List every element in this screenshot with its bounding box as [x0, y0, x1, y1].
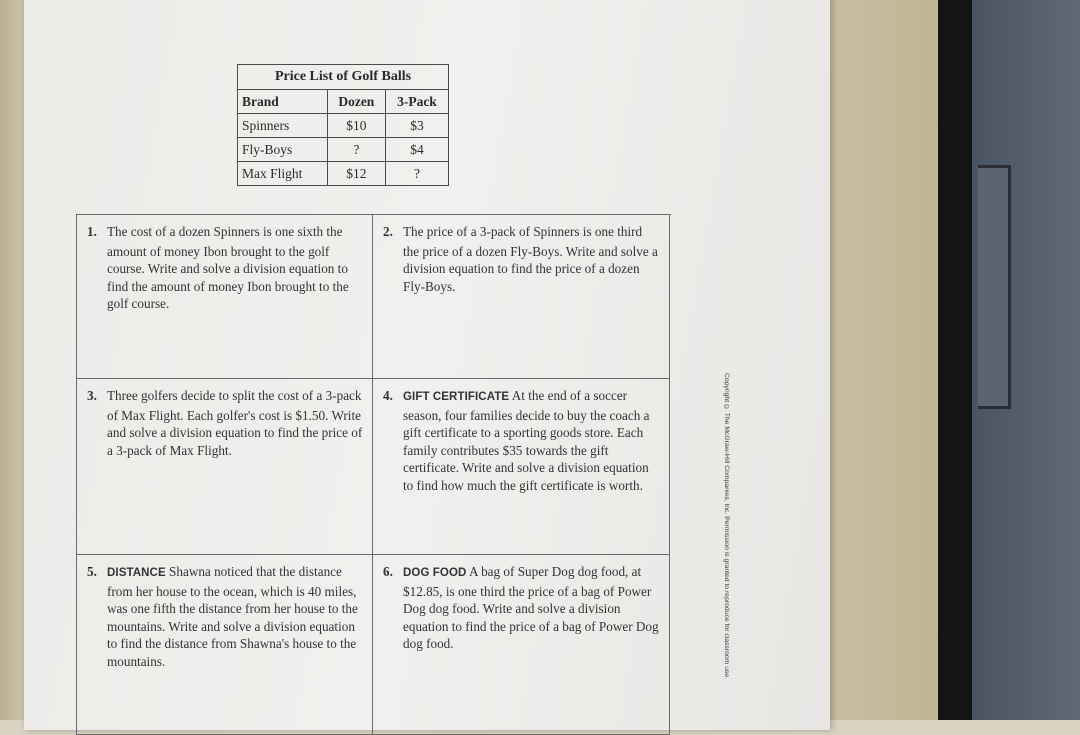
problem-number: 2.: [383, 224, 393, 239]
problem-6: [373, 555, 670, 735]
table-cell-3-pack: $3: [385, 114, 448, 138]
table-cell-dozen: ?: [327, 138, 385, 162]
table-cell-brand: Max Flight: [238, 162, 328, 186]
table-title: Price List of Golf Balls: [238, 65, 449, 90]
table-cell-brand: Spinners: [238, 114, 328, 138]
problem-5: [77, 555, 373, 735]
problem-text: [107, 563, 364, 671]
copyright-notice: Copyright © The McGraw-Hill Companies, Inc. Permission is granted to reproduce for classroom use.: [723, 373, 730, 680]
price-list-table: [237, 64, 449, 186]
table-cell-brand: Fly-Boys: [238, 138, 328, 162]
problem-body: A bag of Super Dog dog food, at $12.85, is one third the price of a bag of Power Dog dog food. Write and solve a division equation to find the price of a bag of Power Dog dog food.: [403, 564, 659, 652]
table-row: [238, 114, 449, 138]
background-door-edge: [938, 0, 974, 720]
column-header-dozen: Dozen: [327, 90, 385, 114]
problem-number: 1.: [87, 224, 97, 239]
problem-text: [403, 223, 661, 295]
table-cell-dozen: $12: [327, 162, 385, 186]
table-row: [238, 162, 449, 186]
table-header-row: [238, 90, 449, 114]
table-cell-dozen: $10: [327, 114, 385, 138]
column-header-3-pack: 3-Pack: [385, 90, 448, 114]
table-cell-3-pack: ?: [385, 162, 448, 186]
problem-4: [373, 379, 670, 555]
problem-body: Shawna noticed that the distance from her house to the ocean, which is 40 miles, was one fifth the distance from her house to the mountains. Write and solve a division equation to find the distance from Shawna's house to the mountains.: [107, 564, 358, 669]
problem-3: [77, 379, 373, 555]
problem-1: [77, 215, 373, 379]
problem-body: At the end of a soccer season, four families decide to buy the coach a gift certificate to a sporting goods store. Each family contributes $35 towards the gift certificate. Write and solve a division equation to find how much the gift certificate is worth.: [403, 388, 650, 493]
problem-2: [373, 215, 670, 379]
problem-body: Three golfers decide to split the cost of a 3-pack of Max Flight. Each golfer's cost is $1.50. Write and solve a division equation to find the price of a 3-pack of Max Flight.: [107, 388, 363, 458]
table-cell-3-pack: $4: [385, 138, 448, 162]
problem-text: [403, 563, 661, 653]
problem-grid: [76, 214, 671, 735]
problem-tag: DISTANCE: [107, 567, 166, 579]
problem-number: 6.: [383, 564, 393, 579]
problem-tag: GIFT CERTIFICATE: [403, 391, 510, 403]
problem-text: [107, 387, 364, 459]
table-row: [238, 138, 449, 162]
problem-number: 5.: [87, 564, 97, 579]
table-caption-row: [238, 65, 449, 90]
problem-text: [403, 387, 661, 495]
problem-number: 3.: [87, 388, 97, 403]
column-header-brand: Brand: [238, 90, 328, 114]
problem-number: 4.: [383, 388, 393, 403]
background-picture-frame: [978, 165, 1011, 409]
problem-text: [107, 223, 364, 313]
problem-body: The price of a 3-pack of Spinners is one third the price of a dozen Fly-Boys. Write and solve a division equation to find the price of a dozen Fly-Boys.: [403, 224, 658, 294]
problem-body: The cost of a dozen Spinners is one sixth the amount of money Ibon brought to the golf course. Write and solve a division equation to find the amount of money Ibon brought to the golf course.: [107, 224, 349, 312]
problem-tag: DOG FOOD: [403, 567, 467, 579]
